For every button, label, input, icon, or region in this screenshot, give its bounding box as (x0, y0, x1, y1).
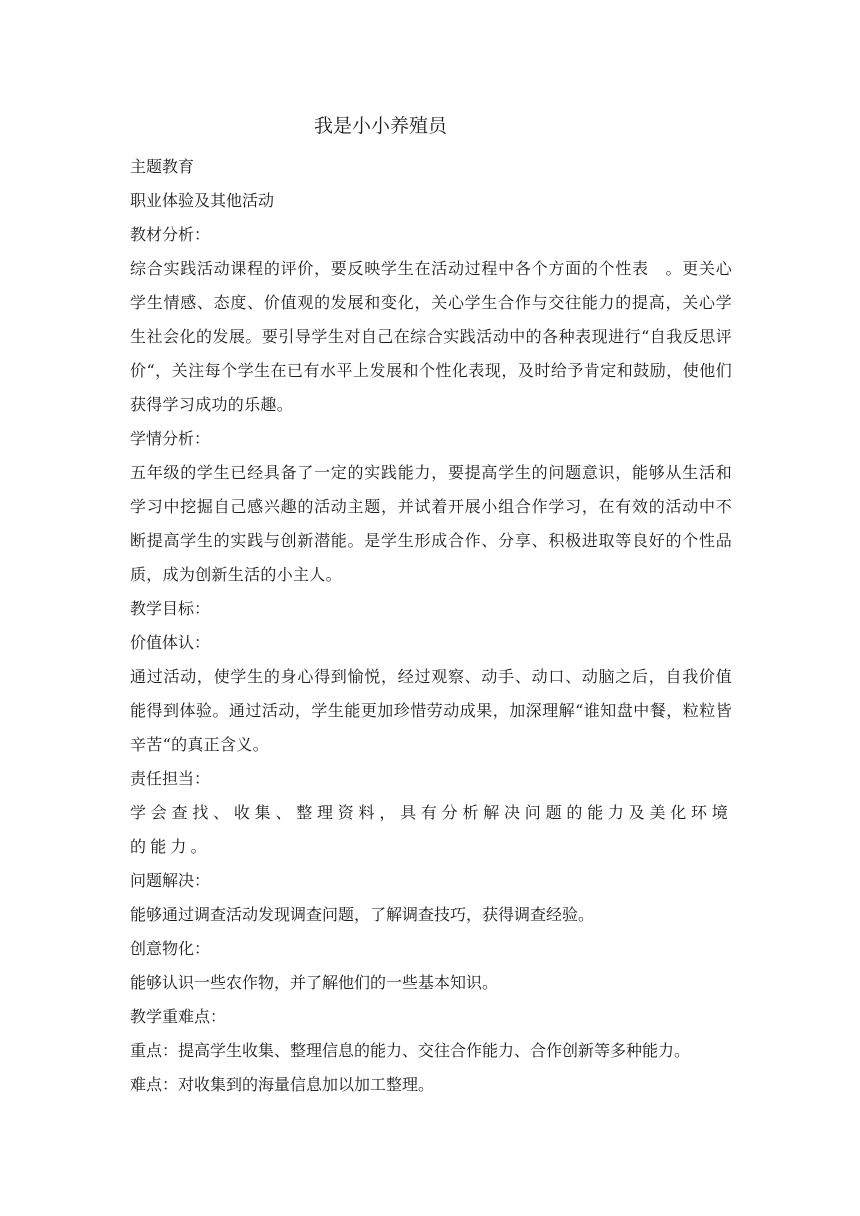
responsibility-body: 学会查找、收集、整理资料，具有分析解决问题的能力及美化环境的能力。 (130, 803, 732, 856)
learner-analysis-heading: 学情分析： (130, 429, 211, 448)
textbook-analysis-body: 综合实践活动课程的评价，要反映学生在活动过程中各个方面的个性表 。更关心学生情感、态度、价值观的发展和变化，关心学生合作与交往能力的提高，关心学生社会化的发展。要引导学生对自己在综合实践活动中的各种表现进行“自我反思评价“，关注每个学生在已有水平上发展和个性化表现，及时给予肯定和鼓励，使他们获得学习成功的乐趣。 (130, 259, 732, 414)
responsibility-heading: 责任担当： (130, 769, 211, 788)
value-recognition-heading: 价值体认： (130, 633, 211, 652)
key-point: 重点：提高学生收集、整理信息的能力、交往合作能力、合作创新等多种能力。 (130, 1041, 691, 1060)
document-page (130, 112, 732, 1102)
textbook-analysis-heading: 教材分析： (130, 225, 211, 244)
learner-analysis-body: 五年级的学生已经具备了一定的实践能力，要提高学生的问题意识，能够从生活和学习中挖掘自己感兴趣的活动主题，并试着开展小组合作学习，在有效的活动中不断提高学生的实践与创新潜能。是学生形成合作、分享、积极进取等良好的个性品质，成为创新生活的小主人。 (130, 463, 732, 584)
problem-solving-heading: 问题解决： (130, 871, 211, 890)
value-recognition-body: 通过活动，使学生的身心得到愉悦，经过观察、动手、动口、动脑之后，自我价值能得到体验。通过活动，学生能更加珍惜劳动成果，加深理解“谁知盘中餐，粒粒皆辛苦“的真正含义。 (130, 667, 732, 754)
document-title: 我是小小养殖员 (314, 115, 448, 137)
teaching-goals-heading: 教学目标： (130, 599, 211, 618)
key-difficult-heading: 教学重难点： (130, 1007, 227, 1026)
creative-heading: 创意物化： (130, 939, 211, 958)
theme-label: 主题教育 (130, 157, 195, 176)
difficult-point: 难点：对收集到的海量信息加以加工整理。 (130, 1075, 435, 1094)
creative-body: 能够认识一些农作物，并了解他们的一些基本知识。 (130, 973, 499, 992)
activity-type: 职业体验及其他活动 (130, 191, 275, 210)
problem-solving-body: 能够通过调查活动发现调查问题，了解调查技巧，获得调查经验。 (130, 905, 595, 924)
